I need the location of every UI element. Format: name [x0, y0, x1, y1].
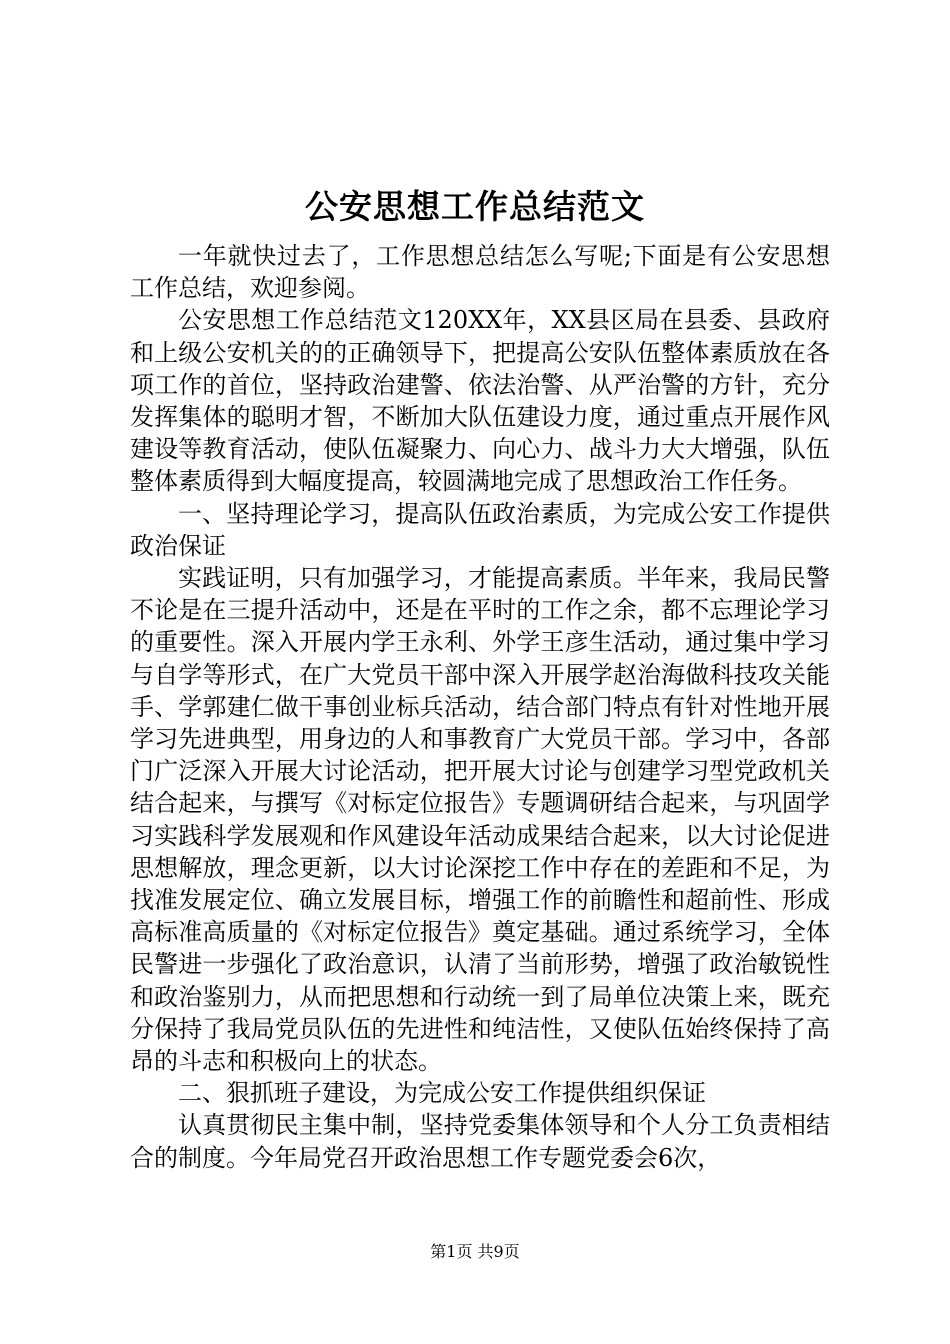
section-2-paragraph: 认真贯彻民主集中制，坚持党委集体领导和个人分工负责相结合的制度。今年局党召开政治思想工作专题党委会6次， — [130, 1111, 830, 1172]
section-heading-1: 一、坚持理论学习，提高队伍政治素质，为完成公安工作提供政治保证 — [130, 499, 830, 560]
section-heading-2: 二、狠抓班子建设，为完成公安工作提供组织保证 — [178, 1079, 706, 1108]
page-footer: 第1页 共9页 — [430, 1242, 520, 1261]
intro-paragraph: 一年就快过去了，工作思想总结怎么写呢;下面是有公安思想工作总结，欢迎参阅。 — [130, 242, 830, 303]
document-body — [130, 240, 830, 1174]
document-title: 公安思想工作总结范文 — [305, 187, 645, 226]
summary-paragraph: 公安思想工作总结范文120XX年，XX县区局在县委、县政府和上级公安机关的的正确领导下，把提高公安队伍整体素质放在各项工作的首位，坚持政治建警、依法治警、从严治警的方针，充分发挥集体的聪明才智，不断加大队伍建设力度，通过重点开展作风建设等教育活动，使队伍凝聚力、向心力、战斗力大大增强，队伍整体素质得到大幅度提高，较圆满地完成了思想政治工作任务。 — [130, 306, 830, 496]
section-1-paragraph: 实践证明，只有加强学习，才能提高素质。半年来，我局民警不论是在三提升活动中，还是在平时的工作之余，都不忘理论学习的重要性。深入开展内学王永利、外学王彦生活动，通过集中学习与自学等形式，在广大党员干部中深入开展学赵治海做科技攻关能手、学郭建仁做干事创业标兵活动，结合部门特点有针对性地开展学习先进典型，用身边的人和事教育广大党员干部。学习中，各部门广泛深入开展大讨论活动，把开展大讨论与创建学习型党政机关结合起来，与撰写《对标定位报告》专题调研结合起来，与巩固学习实践科学发展观和作风建设年活动成果结合起来，以大讨论促进思想解放，理念更新，以大讨论深挖工作中存在的差距和不足，为找准发展定位、确立发展目标，增强工作的前瞻性和超前性、形成高标准高质量的《对标定位报告》奠定基础。通过系统学习，全体民警进一步强化了政治意识，认清了当前形势，增强了政治敏锐性和政治鉴别力，从而把思想和行动统一到了局单位决策上来，既充分保持了我局党员队伍的先进性和纯洁性，又使队伍始终保持了高昂的斗志和积极向上的状态。 — [130, 564, 830, 1076]
